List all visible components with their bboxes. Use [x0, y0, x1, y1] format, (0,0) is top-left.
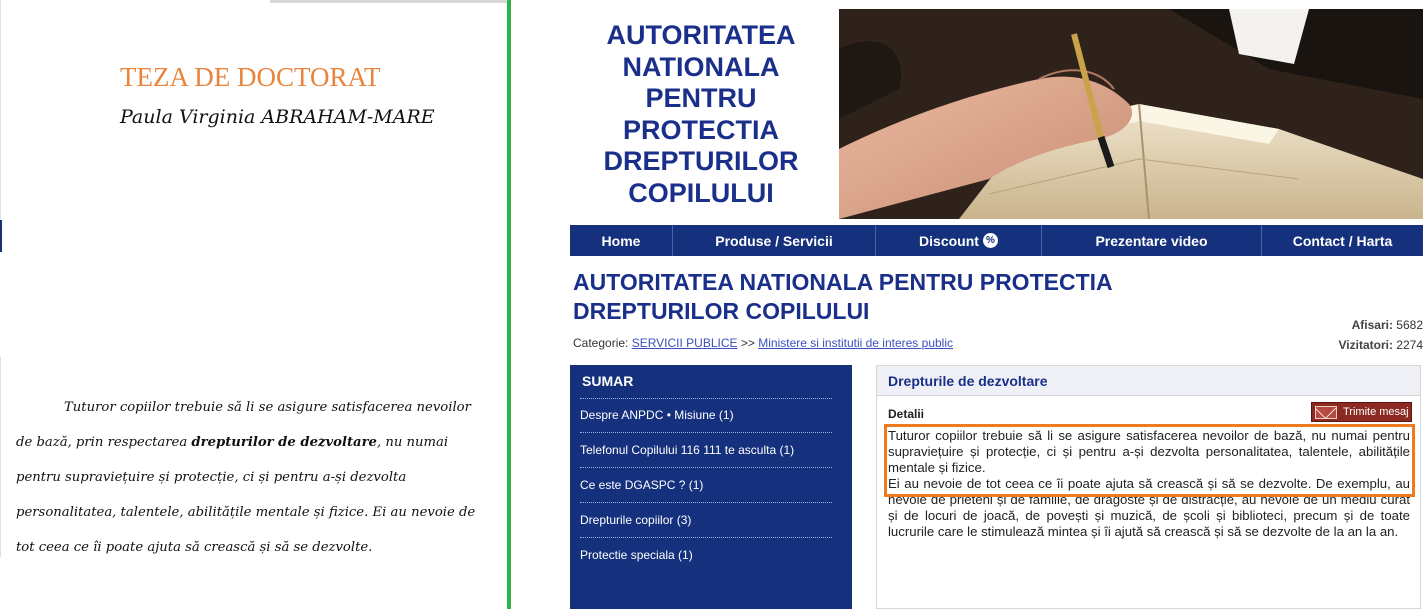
summary-sidebar	[570, 365, 852, 609]
top-border	[270, 0, 508, 3]
summary-item[interactable]: Telefonul Copilului 116 111 te asculta (1)	[580, 443, 795, 457]
blue-marker	[0, 220, 2, 252]
hero-image	[839, 9, 1423, 219]
visitors-value: 2274	[1396, 338, 1423, 352]
nav-discount[interactable]	[876, 225, 1042, 256]
percent-icon: %	[983, 233, 998, 248]
nav-contact-label: Contact / Harta	[1292, 232, 1393, 249]
views-value: 5682	[1396, 318, 1423, 332]
nav-contact-map[interactable]	[1262, 225, 1423, 256]
left-border-lower	[0, 357, 1, 557]
nav-home[interactable]	[570, 225, 673, 256]
summary-item[interactable]: Protectie speciala (1)	[580, 548, 693, 562]
article-paragraph: Ei au nevoie de tot ceea ce îi poate ajuta să crească și să se dezvolte. De exemplu, au nevoie de prieteni și de familie, de dragoste și de distracție, au nevoie de un mediu curat și de locuri de joacă, de povești și muzică, de școli și biblioteci, precum și de toate lucrurile care le stimulează mintea și îi ajută să crească și să se dezvolte de la an la an.	[888, 476, 1410, 539]
page-stats	[1339, 315, 1423, 355]
page-heading: AUTORITATEA NATIONALA PENTRU PROTECTIA DREPTURILOR COPILULUI	[573, 269, 1112, 324]
summary-item[interactable]: Ce este DGASPC ? (1)	[580, 478, 704, 492]
thesis-author: Paula Virginia ABRAHAM-MARE	[120, 106, 435, 128]
subcategory-link[interactable]: Ministere si institutii de interes public	[758, 336, 953, 350]
nav-discount-label: Discount	[919, 232, 979, 249]
nav-products-services[interactable]	[673, 225, 876, 256]
views-label: Afisari:	[1351, 318, 1393, 332]
summary-divider	[580, 467, 832, 468]
website-screenshot	[511, 0, 1423, 609]
envelope-icon	[1315, 406, 1337, 419]
breadcrumb-separator: >>	[740, 336, 755, 350]
article-body	[888, 428, 1410, 540]
summary-divider	[580, 432, 832, 433]
writing-hand-illustration	[839, 9, 1423, 219]
category-label: Categorie:	[573, 336, 629, 350]
main-nav	[570, 225, 1423, 256]
article-panel	[876, 365, 1421, 609]
summary-item[interactable]: Despre ANPDC • Misiune (1)	[580, 408, 734, 422]
thesis-paragraph	[16, 390, 486, 565]
summary-divider	[580, 537, 832, 538]
article-title: Drepturile de dezvoltare	[888, 373, 1048, 389]
site-title: AUTORITATEA NATIONALA PENTRU PROTECTIA DREPTURILOR COPILULUI	[603, 20, 799, 208]
thesis-document	[0, 0, 508, 609]
summary-divider	[580, 398, 832, 399]
left-border	[0, 0, 1, 220]
details-label: Detalii	[888, 407, 925, 421]
summary-item[interactable]: Drepturile copiilor (3)	[580, 513, 692, 527]
nav-video-presentation[interactable]	[1042, 225, 1262, 256]
breadcrumb	[573, 336, 953, 350]
send-message-button[interactable]	[1311, 402, 1412, 422]
article-header	[877, 366, 1420, 396]
thesis-text-start: Tuturor copiilor trebuie să li se asigure satisfacerea nevoilor de bază, prin respectarea	[16, 400, 471, 450]
thesis-text-end: , nu numai pentru supraviețuire și protecție, ci și pentru a-și dezvolta personalitatea, talentele, abilitățile mentale și fizice. Ei au nevoie de tot ceea ce îi poate ajuta să crească și să se dezvolte.	[16, 435, 476, 555]
thesis-text-bold: drepturilor de dezvoltare	[191, 435, 377, 450]
article-paragraph: Tuturor copiilor trebuie să li se asigure satisfacerea nevoilor de bază, nu numai pentru supraviețuire și protecție, ci și pentru a-și dezvolta personalitatea, talentele, abilitățile mentale și fizice.	[888, 428, 1410, 475]
summary-divider	[580, 502, 832, 503]
nav-products-label: Produse / Servicii	[715, 232, 833, 249]
nav-video-label: Prezentare video	[1095, 232, 1208, 249]
visitors-label: Vizitatori:	[1338, 338, 1393, 352]
thesis-title: TEZA DE DOCTORAT	[120, 62, 381, 92]
category-link[interactable]: SERVICII PUBLICE	[631, 336, 738, 350]
send-message-label: Trimite mesaj	[1343, 406, 1409, 418]
nav-home-label: Home	[601, 232, 641, 249]
summary-title: SUMAR	[582, 373, 634, 389]
